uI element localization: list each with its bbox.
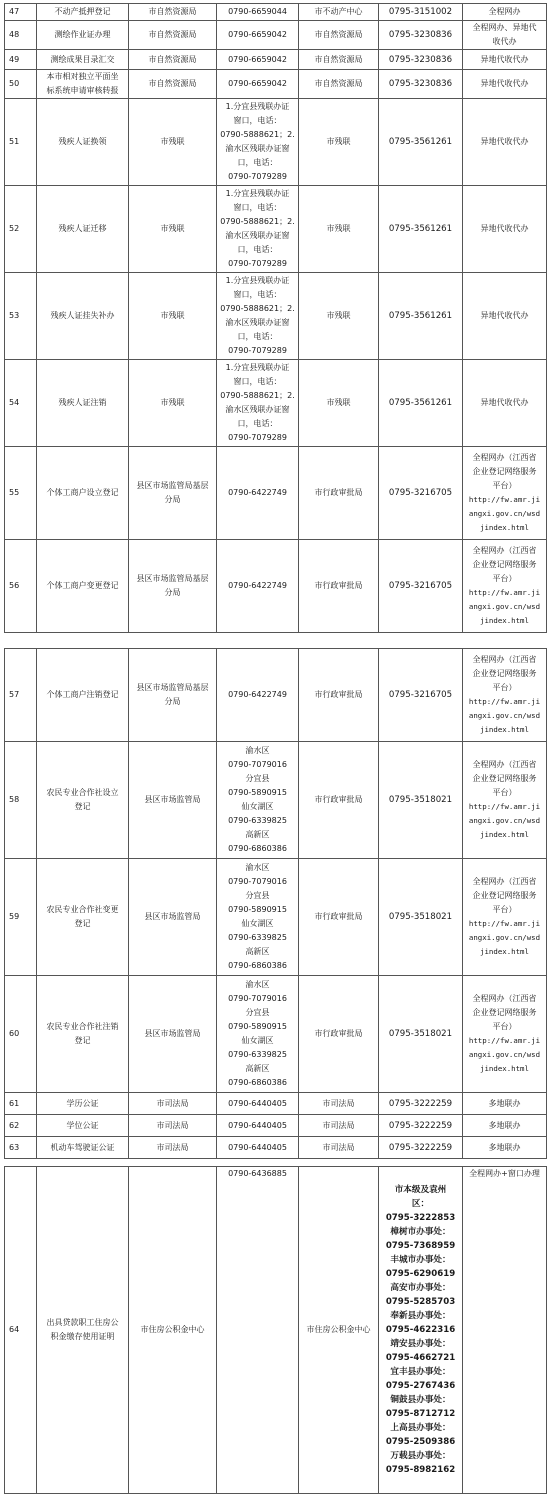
cell-contact-phone: 0795-3151002 bbox=[379, 4, 463, 21]
cell-unit: 市行政审批局 bbox=[299, 976, 379, 1093]
cell-item: 农民专业合作社注销 登记 bbox=[37, 976, 129, 1093]
cell-item: 农民专业合作社变更 登记 bbox=[37, 859, 129, 976]
table-row bbox=[5, 859, 547, 976]
cell-item: 测绘作业证办理 bbox=[37, 21, 129, 50]
cell-unit: 市司法局 bbox=[299, 1093, 379, 1115]
cell-phone: 0790-6440405 bbox=[217, 1115, 299, 1137]
cell-mode: 异地代收代办 bbox=[463, 70, 547, 99]
cell-phone: 1.分宜县残联办证 窗口，电话： 0790-5888621；2. 渝水区残联办证窗 口，电话： 0790-7079289 bbox=[217, 99, 299, 186]
cell-unit: 市行政审批局 bbox=[299, 742, 379, 859]
cell-department: 市残联 bbox=[129, 360, 217, 447]
cell-number: 51 bbox=[5, 99, 37, 186]
table-row bbox=[5, 1093, 547, 1115]
cell-number: 54 bbox=[5, 360, 37, 447]
cell-phone: 1.分宜县残联办证 窗口，电话： 0790-5888621；2. 渝水区残联办证窗 口，电话： 0790-7079289 bbox=[217, 360, 299, 447]
cell-mode: 异地代收代办 bbox=[463, 360, 547, 447]
cell-contact-phone: 0795-3561261 bbox=[379, 273, 463, 360]
cell-mode: 异地代收代办 bbox=[463, 273, 547, 360]
cell-phone: 1.分宜县残联办证 窗口，电话： 0790-5888621；2. 渝水区残联办证窗 口，电话： 0790-7079289 bbox=[217, 273, 299, 360]
cell-contact-phone: 0795-3561261 bbox=[379, 360, 463, 447]
cell-item: 机动车驾驶证公证 bbox=[37, 1137, 129, 1159]
cell-mode: 多地联办 bbox=[463, 1093, 547, 1115]
table-row bbox=[5, 4, 547, 21]
cell-item: 学历公证 bbox=[37, 1093, 129, 1115]
cell-contact-phone: 0795-3230836 bbox=[379, 70, 463, 99]
cell-department: 市司法局 bbox=[129, 1093, 217, 1115]
table-row bbox=[5, 50, 547, 70]
services-table-part-1 bbox=[4, 3, 547, 633]
cell-department: 县区市场监管局基层 分局 bbox=[129, 540, 217, 633]
cell-item: 学位公证 bbox=[37, 1115, 129, 1137]
cell-number: 57 bbox=[5, 649, 37, 742]
cell-mode: 全程网办 bbox=[463, 4, 547, 21]
services-table-part-2 bbox=[4, 648, 547, 1159]
cell-number: 52 bbox=[5, 186, 37, 273]
cell-number: 56 bbox=[5, 540, 37, 633]
cell-department: 市自然资源局 bbox=[129, 21, 217, 50]
cell-number: 64 bbox=[5, 1167, 37, 1494]
cell-item: 个体工商户注销登记 bbox=[37, 649, 129, 742]
cell-item: 测绘成果目录汇交 bbox=[37, 50, 129, 70]
cell-phone: 0790-6440405 bbox=[217, 1137, 299, 1159]
cell-unit: 市自然资源局 bbox=[299, 50, 379, 70]
table-row bbox=[5, 976, 547, 1093]
table-row bbox=[5, 742, 547, 859]
table-row bbox=[5, 99, 547, 186]
table-row bbox=[5, 273, 547, 360]
cell-department: 市残联 bbox=[129, 99, 217, 186]
cell-unit: 市行政审批局 bbox=[299, 540, 379, 633]
cell-department: 市残联 bbox=[129, 273, 217, 360]
cell-number: 55 bbox=[5, 447, 37, 540]
cell-unit: 市行政审批局 bbox=[299, 447, 379, 540]
cell-department: 市司法局 bbox=[129, 1115, 217, 1137]
cell-department: 县区市场监管局 bbox=[129, 742, 217, 859]
cell-item: 不动产抵押登记 bbox=[37, 4, 129, 21]
cell-contact-phone: 0795-3216705 bbox=[379, 447, 463, 540]
cell-unit: 市自然资源局 bbox=[299, 21, 379, 50]
cell-mode: 全程网办（江西省 企业登记网络服务 平台） http://fw.amr.ji angxi.gov.cn/wsd jindex.html bbox=[463, 540, 547, 633]
services-table-part-3 bbox=[4, 1166, 547, 1494]
cell-contact-phone: 0795-3561261 bbox=[379, 186, 463, 273]
table-row bbox=[5, 1115, 547, 1137]
cell-department: 县区市场监管局 bbox=[129, 976, 217, 1093]
cell-mode: 异地代收代办 bbox=[463, 99, 547, 186]
cell-item: 个体工商户变更登记 bbox=[37, 540, 129, 633]
cell-contact-phone: 0795-3518021 bbox=[379, 859, 463, 976]
table-row bbox=[5, 447, 547, 540]
cell-mode: 全程网办（江西省 企业登记网络服务 平台） http://fw.amr.ji angxi.gov.cn/wsd jindex.html bbox=[463, 649, 547, 742]
cell-department: 市自然资源局 bbox=[129, 70, 217, 99]
cell-number: 53 bbox=[5, 273, 37, 360]
cell-unit: 市残联 bbox=[299, 99, 379, 186]
cell-phone: 0790-6659042 bbox=[217, 21, 299, 50]
cell-item: 个体工商户设立登记 bbox=[37, 447, 129, 540]
cell-department: 县区市场监管局 bbox=[129, 859, 217, 976]
cell-contact-phone: 0795-3222259 bbox=[379, 1093, 463, 1115]
cell-item: 本市相对独立平面坐 标系统申请审核转报 bbox=[37, 70, 129, 99]
cell-item: 出具贷款职工住房公 积金缴存使用证明 bbox=[37, 1167, 129, 1494]
table-row bbox=[5, 1167, 547, 1494]
cell-phone: 渝水区 0790-7079016 分宜县 0790-5890915 仙女湖区 0790-6339825 高新区 0790-6860386 bbox=[217, 742, 299, 859]
cell-mode: 全程网办（江西省 企业登记网络服务 平台） http://fw.amr.ji angxi.gov.cn/wsd jindex.html bbox=[463, 447, 547, 540]
cell-unit: 市司法局 bbox=[299, 1115, 379, 1137]
cell-department: 市司法局 bbox=[129, 1137, 217, 1159]
cell-mode: 多地联办 bbox=[463, 1115, 547, 1137]
table-row bbox=[5, 649, 547, 742]
cell-department: 市住房公积金中心 bbox=[129, 1167, 217, 1494]
table-row bbox=[5, 540, 547, 633]
cell-phone: 0790-6436885 bbox=[217, 1167, 299, 1494]
cell-phone: 0790-6659042 bbox=[217, 50, 299, 70]
cell-mode: 全程网办+窗口办理 bbox=[463, 1167, 547, 1494]
table-row bbox=[5, 186, 547, 273]
cell-unit: 市残联 bbox=[299, 186, 379, 273]
cell-item: 残疾人证迁移 bbox=[37, 186, 129, 273]
cell-contact-phone: 0795-3518021 bbox=[379, 976, 463, 1093]
cell-department: 市自然资源局 bbox=[129, 50, 217, 70]
cell-phone: 渝水区 0790-7079016 分宜县 0790-5890915 仙女湖区 0790-6339825 高新区 0790-6860386 bbox=[217, 859, 299, 976]
cell-department: 县区市场监管局基层 分局 bbox=[129, 447, 217, 540]
cell-number: 49 bbox=[5, 50, 37, 70]
cell-department: 县区市场监管局基层 分局 bbox=[129, 649, 217, 742]
cell-number: 60 bbox=[5, 976, 37, 1093]
cell-unit: 市自然资源局 bbox=[299, 70, 379, 99]
cell-number: 62 bbox=[5, 1115, 37, 1137]
cell-number: 59 bbox=[5, 859, 37, 976]
cell-number: 50 bbox=[5, 70, 37, 99]
cell-phone: 渝水区 0790-7079016 分宜县 0790-5890915 仙女湖区 0790-6339825 高新区 0790-6860386 bbox=[217, 976, 299, 1093]
cell-contact-phone: 市本级及袁州 区： 0795-3222853 樟树市办事处： 0795-7368959 丰城市办事处： 0795-6290619 高安市办事处： 0795-5285703 奉新县办事处： 0795-4622316 靖安县办事处： 0795-4662721 宜丰县办事处： 0795-2767436 铜鼓县办事处： 0795-8712712 上高县办事处： 0795-2509386 万载县办事处： 0795-8982162 bbox=[379, 1167, 463, 1494]
cell-mode: 多地联办 bbox=[463, 1137, 547, 1159]
cell-contact-phone: 0795-3230836 bbox=[379, 50, 463, 70]
table-row bbox=[5, 70, 547, 99]
cell-department: 市残联 bbox=[129, 186, 217, 273]
cell-unit: 市残联 bbox=[299, 360, 379, 447]
cell-item: 残疾人证注销 bbox=[37, 360, 129, 447]
cell-contact-phone: 0795-3222259 bbox=[379, 1137, 463, 1159]
cell-number: 47 bbox=[5, 4, 37, 21]
cell-phone: 0790-6440405 bbox=[217, 1093, 299, 1115]
cell-phone: 0790-6659044 bbox=[217, 4, 299, 21]
cell-contact-phone: 0795-3518021 bbox=[379, 742, 463, 859]
cell-number: 61 bbox=[5, 1093, 37, 1115]
cell-item: 残疾人证挂失补办 bbox=[37, 273, 129, 360]
cell-item: 残疾人证换领 bbox=[37, 99, 129, 186]
cell-unit: 市残联 bbox=[299, 273, 379, 360]
cell-contact-phone: 0795-3230836 bbox=[379, 21, 463, 50]
cell-unit: 市司法局 bbox=[299, 1137, 379, 1159]
table-row bbox=[5, 360, 547, 447]
cell-contact-phone: 0795-3561261 bbox=[379, 99, 463, 186]
cell-unit: 市行政审批局 bbox=[299, 859, 379, 976]
cell-phone: 0790-6422749 bbox=[217, 540, 299, 633]
cell-unit: 市住房公积金中心 bbox=[299, 1167, 379, 1494]
table-row bbox=[5, 1137, 547, 1159]
cell-phone: 1.分宜县残联办证 窗口，电话： 0790-5888621；2. 渝水区残联办证窗 口，电话： 0790-7079289 bbox=[217, 186, 299, 273]
cell-number: 48 bbox=[5, 21, 37, 50]
cell-mode: 异地代收代办 bbox=[463, 50, 547, 70]
cell-mode: 异地代收代办 bbox=[463, 186, 547, 273]
cell-unit: 市行政审批局 bbox=[299, 649, 379, 742]
cell-phone: 0790-6659042 bbox=[217, 70, 299, 99]
cell-phone: 0790-6422749 bbox=[217, 447, 299, 540]
cell-unit: 市不动产中心 bbox=[299, 4, 379, 21]
table-row bbox=[5, 21, 547, 50]
cell-number: 63 bbox=[5, 1137, 37, 1159]
cell-contact-phone: 0795-3216705 bbox=[379, 540, 463, 633]
cell-item: 农民专业合作社设立 登记 bbox=[37, 742, 129, 859]
cell-department: 市自然资源局 bbox=[129, 4, 217, 21]
cell-number: 58 bbox=[5, 742, 37, 859]
cell-mode: 全程网办、异地代 收代办 bbox=[463, 21, 547, 50]
cell-contact-phone: 0795-3216705 bbox=[379, 649, 463, 742]
cell-contact-phone: 0795-3222259 bbox=[379, 1115, 463, 1137]
cell-mode: 全程网办（江西省 企业登记网络服务 平台） http://fw.amr.ji angxi.gov.cn/wsd jindex.html bbox=[463, 976, 547, 1093]
cell-mode: 全程网办（江西省 企业登记网络服务 平台） http://fw.amr.ji angxi.gov.cn/wsd jindex.html bbox=[463, 742, 547, 859]
cell-phone: 0790-6422749 bbox=[217, 649, 299, 742]
cell-mode: 全程网办（江西省 企业登记网络服务 平台） http://fw.amr.ji angxi.gov.cn/wsd jindex.html bbox=[463, 859, 547, 976]
